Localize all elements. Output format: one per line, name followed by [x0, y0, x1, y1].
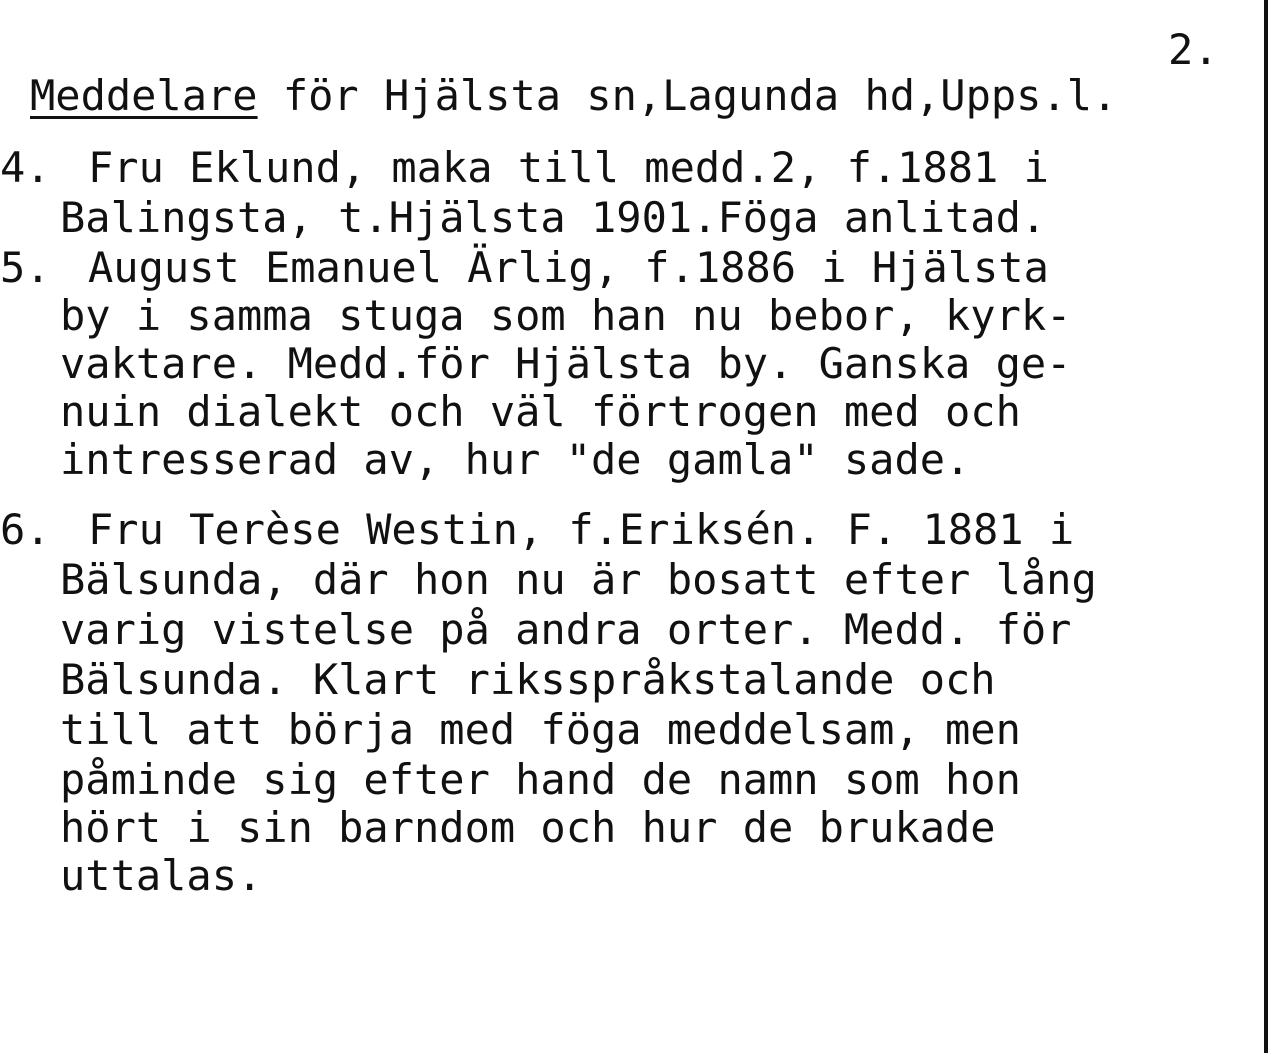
entry-line: Fru Eklund, maka till medd.2, f.1881 i: [88, 143, 1049, 192]
entry-line: till att börja med föga meddelsam, men: [60, 705, 1021, 754]
card-edge-line: [1264, 0, 1268, 1053]
entry-line: intresserad av, hur "de gamla" sade.: [60, 435, 971, 484]
entry-line: uttalas.: [60, 851, 263, 900]
page-number: 2.: [1168, 25, 1219, 74]
entry-line: Balingsta, t.Hjälsta 1901.Föga anlitad.: [60, 193, 1047, 242]
card-header: [30, 72, 1117, 120]
header-title: Meddelare: [30, 71, 258, 120]
entry-line: påminde sig efter hand de namn som hon: [60, 755, 1021, 804]
entry-line: by i samma stuga som han nu bebor, kyrk-: [60, 291, 1072, 340]
entry-number: 4.: [0, 143, 51, 192]
entry-line: hört i sin barndom och hur de brukade: [60, 803, 996, 852]
entry-line: August Emanuel Ärlig, f.1886 i Hjälsta: [88, 243, 1049, 292]
entry-line: Bälsunda. Klart riksspråkstalande och: [60, 655, 996, 704]
entry-number: 6.: [0, 505, 51, 554]
header-location: för Hjälsta sn,Lagunda hd,Upps.l.: [257, 71, 1118, 120]
entry-line: Fru Terèse Westin, f.Eriksén. F. 1881 i: [88, 505, 1075, 554]
entry-line: Bälsunda, där hon nu är bosatt efter lång: [60, 555, 1097, 604]
entry-line: varig vistelse på andra orter. Medd. för: [60, 605, 1072, 654]
entry-number: 5.: [0, 243, 51, 292]
entry-line: vaktare. Medd.för Hjälsta by. Ganska ge-: [60, 339, 1072, 388]
entry-line: nuin dialekt och väl förtrogen med och: [60, 387, 1021, 436]
